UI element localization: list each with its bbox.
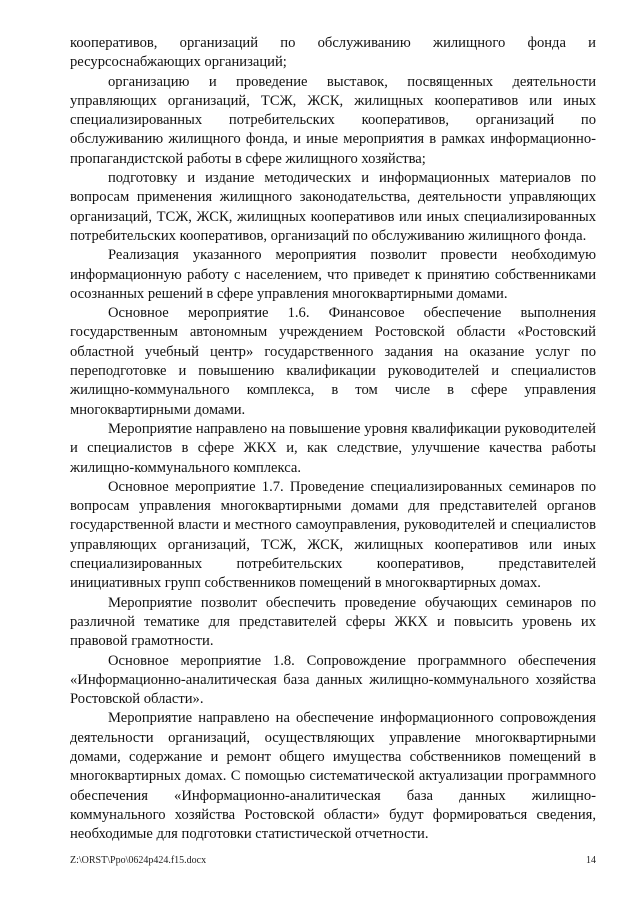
paragraph-8: Мероприятие позволит обеспечить проведение обучающих семинаров по различной тематике для представителей сферы ЖКХ и повысить уровень их правовой грамотности.	[70, 594, 596, 650]
footer-file-path: Z:\ORST\Ppo\0624p424.f15.docx	[70, 855, 207, 866]
document-body	[70, 34, 596, 844]
paragraph-1: кооперативов, организаций по обслуживанию жилищного фонда и ресурсоснабжающих организаций;	[70, 35, 596, 71]
paragraph-5: Основное мероприятие 1.6. Финансовое обеспечение выполнения государственным автономным учреждением Ростовской области «Ростовский областной учебный центр» государственного задания на оказание услуг по переподготовке и повышению квалификации руководителей и специалистов жилищно-коммунального комплекса, в том числе в сфере управления многоквартирными домами.	[70, 305, 596, 418]
paragraph-3: подготовку и издание методических и информационных материалов по вопросам применения жилищного законодательства, деятельности управляющих организаций, ТСЖ, ЖСК, жилищных кооперативов или иных специализированных потребительских кооперативов, организаций по обслуживанию жилищного фонда.	[70, 170, 596, 244]
paragraph-2: организацию и проведение выставок, посвященных деятельности управляющих организаций, ТСЖ, ЖСК, жилищных кооперативов или иных специализированных потребительских кооперативов, организаций по обслуживанию жилищного фонда, и иные мероприятия в рамках информационно-пропагандистской работы в сфере жилищного хозяйства;	[70, 73, 596, 167]
paragraph-4: Реализация указанного мероприятия позволит провести необходимую информационную работу с населением, что приведет к принятию собственниками осознанных решений в сфере управления многоквартирными домами.	[70, 247, 596, 302]
paragraph-6: Мероприятие направлено на повышение уровня квалификации руководителей и специалистов в сфере ЖКХ и, как следствие, улучшение качества работы жилищно-коммунального комплекса.	[70, 420, 596, 476]
paragraph-7: Основное мероприятие 1.7. Проведение специализированных семинаров по вопросам управления многоквартирными домами для представителей органов государственной власти и местного самоуправления, руководителей и специалистов управляющих организаций, ТСЖ, ЖСК, жилищных кооперативов или иных специализированных потребительских кооперативов, представителей инициативных групп собственников помещений в многоквартирных домах.	[70, 478, 596, 592]
page-number: 14	[586, 855, 596, 866]
paragraph-9: Основное мероприятие 1.8. Сопровождение программного обеспечения «Информационно-аналитическая база данных жилищно-коммунального хозяйства Ростовской области».	[70, 652, 596, 708]
paragraph-10: Мероприятие направлено на обеспечение информационного сопровождения деятельности организаций, осуществляющих управление многоквартирными домами, содержание и ремонт общего имущества собственников помещений в многоквартирных домах. С помощью систематической актуализации программного обеспечения «Информационно-аналитическая база данных жилищно-коммунального хозяйства Ростовской области» будут формироваться сведения, необходимые для подготовки статистической отчетности.	[70, 710, 596, 843]
